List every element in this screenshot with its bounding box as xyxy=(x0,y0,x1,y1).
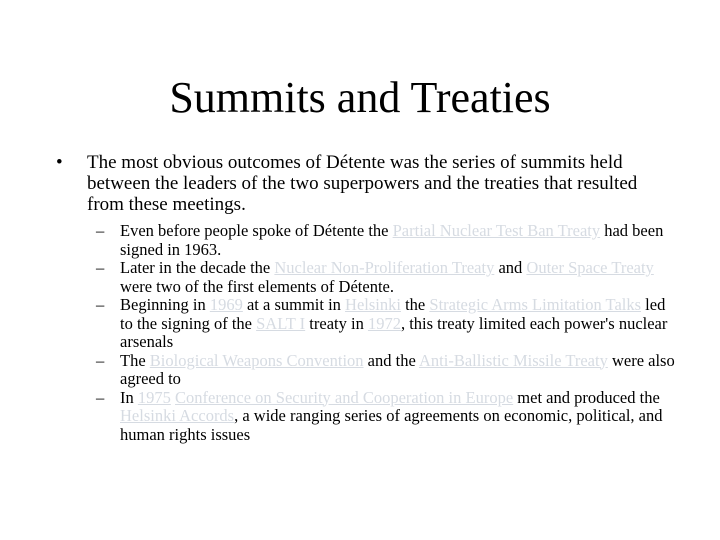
sub-text: and the xyxy=(363,350,419,370)
sub-bullet-list xyxy=(54,222,676,444)
link-csce[interactable]: Conference on Security and Cooperation in Europe xyxy=(175,387,514,407)
slide-title: Summits and Treaties xyxy=(169,73,551,122)
sub-text: , a wide ranging series of agreements on economic, political, and human rights issues xyxy=(120,406,663,444)
sub-bullet-4 xyxy=(54,352,676,389)
link-helsinki[interactable]: Helsinki xyxy=(345,295,401,314)
link-1975[interactable]: 1975 xyxy=(137,387,171,407)
sub-text: In xyxy=(120,387,138,407)
sub-text: Even before people spoke of Détente the xyxy=(120,221,393,240)
sub-text: Beginning in xyxy=(120,295,210,314)
link-outer-space-treaty[interactable]: Outer Space Treaty xyxy=(526,258,654,277)
sub-text: the xyxy=(400,295,430,314)
link-1969[interactable]: 1969 xyxy=(209,295,243,314)
sub-text: treaty in xyxy=(305,313,368,333)
main-point-text: The most obvious outcomes of Détente was the series of summits held between the leaders of the two superpowers and the treaties that resulted from these meetings. xyxy=(87,152,638,215)
link-strategic-arms-limitation-talks[interactable]: Strategic Arms Limitation Talks xyxy=(429,295,642,314)
sub-bullet-3 xyxy=(54,296,676,352)
sub-bullet-1 xyxy=(54,222,676,259)
link-partial-test-ban-treaty[interactable]: Partial Nuclear Test Ban Treaty xyxy=(392,221,601,240)
link-salt-i[interactable]: SALT I xyxy=(256,313,306,333)
sub-bullet-2 xyxy=(54,259,676,296)
dash-icon: – xyxy=(96,221,105,240)
sub-text: were also agreed to xyxy=(120,350,675,388)
sub-text: The xyxy=(120,350,150,370)
sub-text: , this treaty limited each power's nuclear arsenals xyxy=(120,313,668,351)
sub-bullet-5 xyxy=(54,389,676,445)
link-biological-weapons-convention[interactable]: Biological Weapons Convention xyxy=(149,350,364,370)
sub-text: and xyxy=(494,258,527,277)
dash-icon: – xyxy=(96,295,105,314)
link-1972[interactable]: 1972 xyxy=(367,313,401,333)
link-anti-ballistic-missile-treaty[interactable]: Anti-Ballistic Missile Treaty xyxy=(419,350,608,370)
slide-body xyxy=(54,152,676,444)
sub-text: met and produced the xyxy=(513,387,660,407)
dash-icon: – xyxy=(96,258,105,277)
dash-icon: – xyxy=(96,350,105,370)
sub-text: had been signed in 1963. xyxy=(120,221,664,259)
main-bullet xyxy=(54,152,676,215)
dash-icon: – xyxy=(96,387,105,407)
bullet-icon: • xyxy=(56,152,63,173)
sub-text: led to the signing of the xyxy=(120,295,666,333)
link-non-proliferation-treaty[interactable]: Nuclear Non-Proliferation Treaty xyxy=(274,258,495,277)
sub-text: were two of the first elements of Détente. xyxy=(120,276,394,296)
link-helsinki-accords[interactable]: Helsinki Accords xyxy=(120,406,235,425)
sub-text: at a summit in xyxy=(242,295,346,314)
sub-text: Later in the decade the xyxy=(120,258,275,277)
